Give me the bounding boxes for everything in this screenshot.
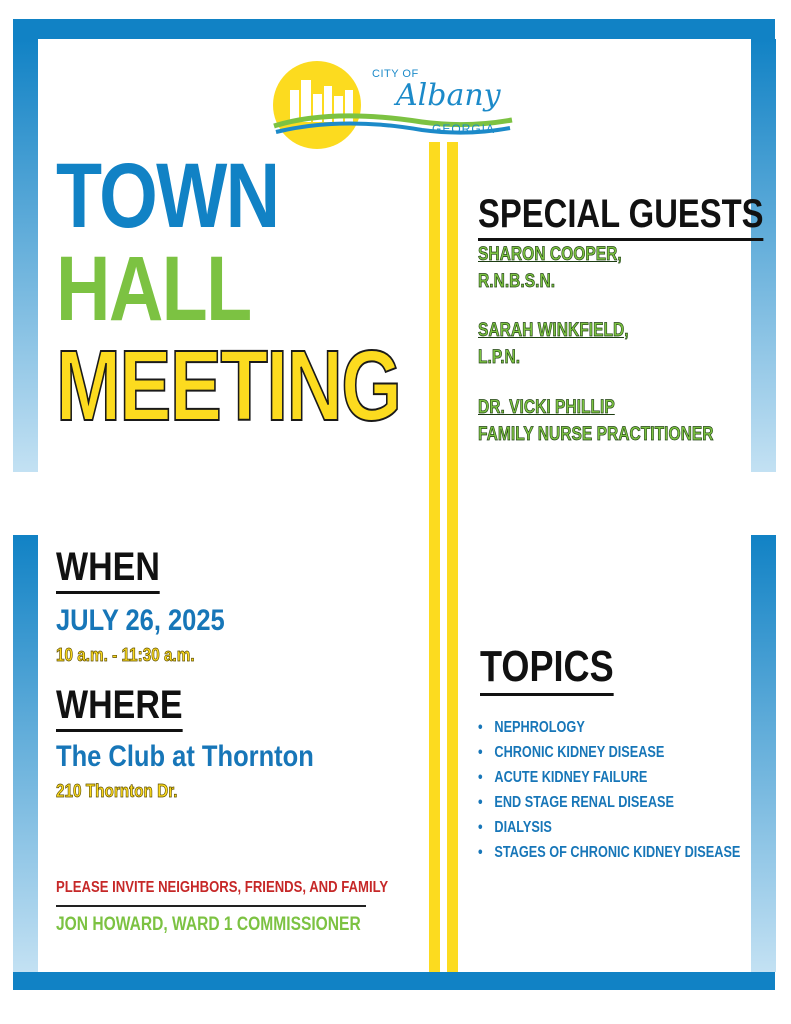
bottom-frame-bar [13, 972, 775, 990]
center-stripe-left [429, 142, 440, 972]
headline-hall: HALL [56, 238, 251, 340]
guest-title: FAMILY NURSE PRACTITIONER [478, 424, 714, 445]
guest-1 [478, 244, 653, 293]
guest-name: SHARON COOPER, [478, 244, 622, 265]
invite-note: PLEASE INVITE NEIGHBORS, FRIENDS, AND FAMILY [56, 879, 389, 896]
headline-meeting: MEETING [56, 330, 401, 442]
guest-name: DR. VICKI PHILLIP [478, 397, 615, 418]
topic-item: • CHRONIC KIDNEY DISEASE [478, 740, 740, 765]
topic-item: • END STAGE RENAL DISEASE [478, 790, 740, 815]
headline-town: TOWN [56, 145, 279, 247]
left-frame-lower [13, 535, 38, 972]
topic-item: • NEPHROLOGY [478, 715, 740, 740]
center-stripe-right [447, 142, 458, 972]
right-frame-lower [751, 535, 776, 972]
logo-city-name: Albany [396, 78, 501, 113]
topic-item: • ACUTE KIDNEY FAILURE [478, 765, 740, 790]
city-logo [272, 60, 517, 150]
guest-2 [478, 320, 662, 369]
top-frame-bar [13, 19, 775, 39]
topic-item: • DIALYSIS [478, 815, 740, 840]
commissioner-credit: JON HOWARD, WARD 1 COMMISSIONER [56, 914, 361, 935]
left-frame-upper [13, 39, 38, 472]
where-heading: WHERE [56, 683, 183, 732]
topics-list [478, 715, 740, 865]
event-address: 210 Thornton Dr. [56, 781, 178, 801]
guest-title: L.P.N. [478, 347, 521, 368]
logo-city-of: CITY OF [372, 68, 419, 80]
guests-heading: SPECIAL GUESTS [478, 192, 764, 241]
footer-divider [56, 905, 366, 907]
guest-title: R.N.B.S.N. [478, 271, 556, 292]
topic-item: • STAGES OF CHRONIC KIDNEY DISEASE [478, 840, 740, 865]
guest-name: SARAH WINKFIELD, [478, 320, 629, 341]
event-time: 10 a.m. - 11:30 a.m. [56, 645, 195, 665]
topics-heading: TOPICS [480, 642, 614, 696]
event-date: JULY 26, 2025 [56, 604, 225, 637]
when-heading: WHEN [56, 545, 160, 594]
guest-3 [478, 397, 765, 446]
logo-state: GEORGIA [432, 122, 496, 136]
event-venue: The Club at Thornton [56, 740, 314, 773]
